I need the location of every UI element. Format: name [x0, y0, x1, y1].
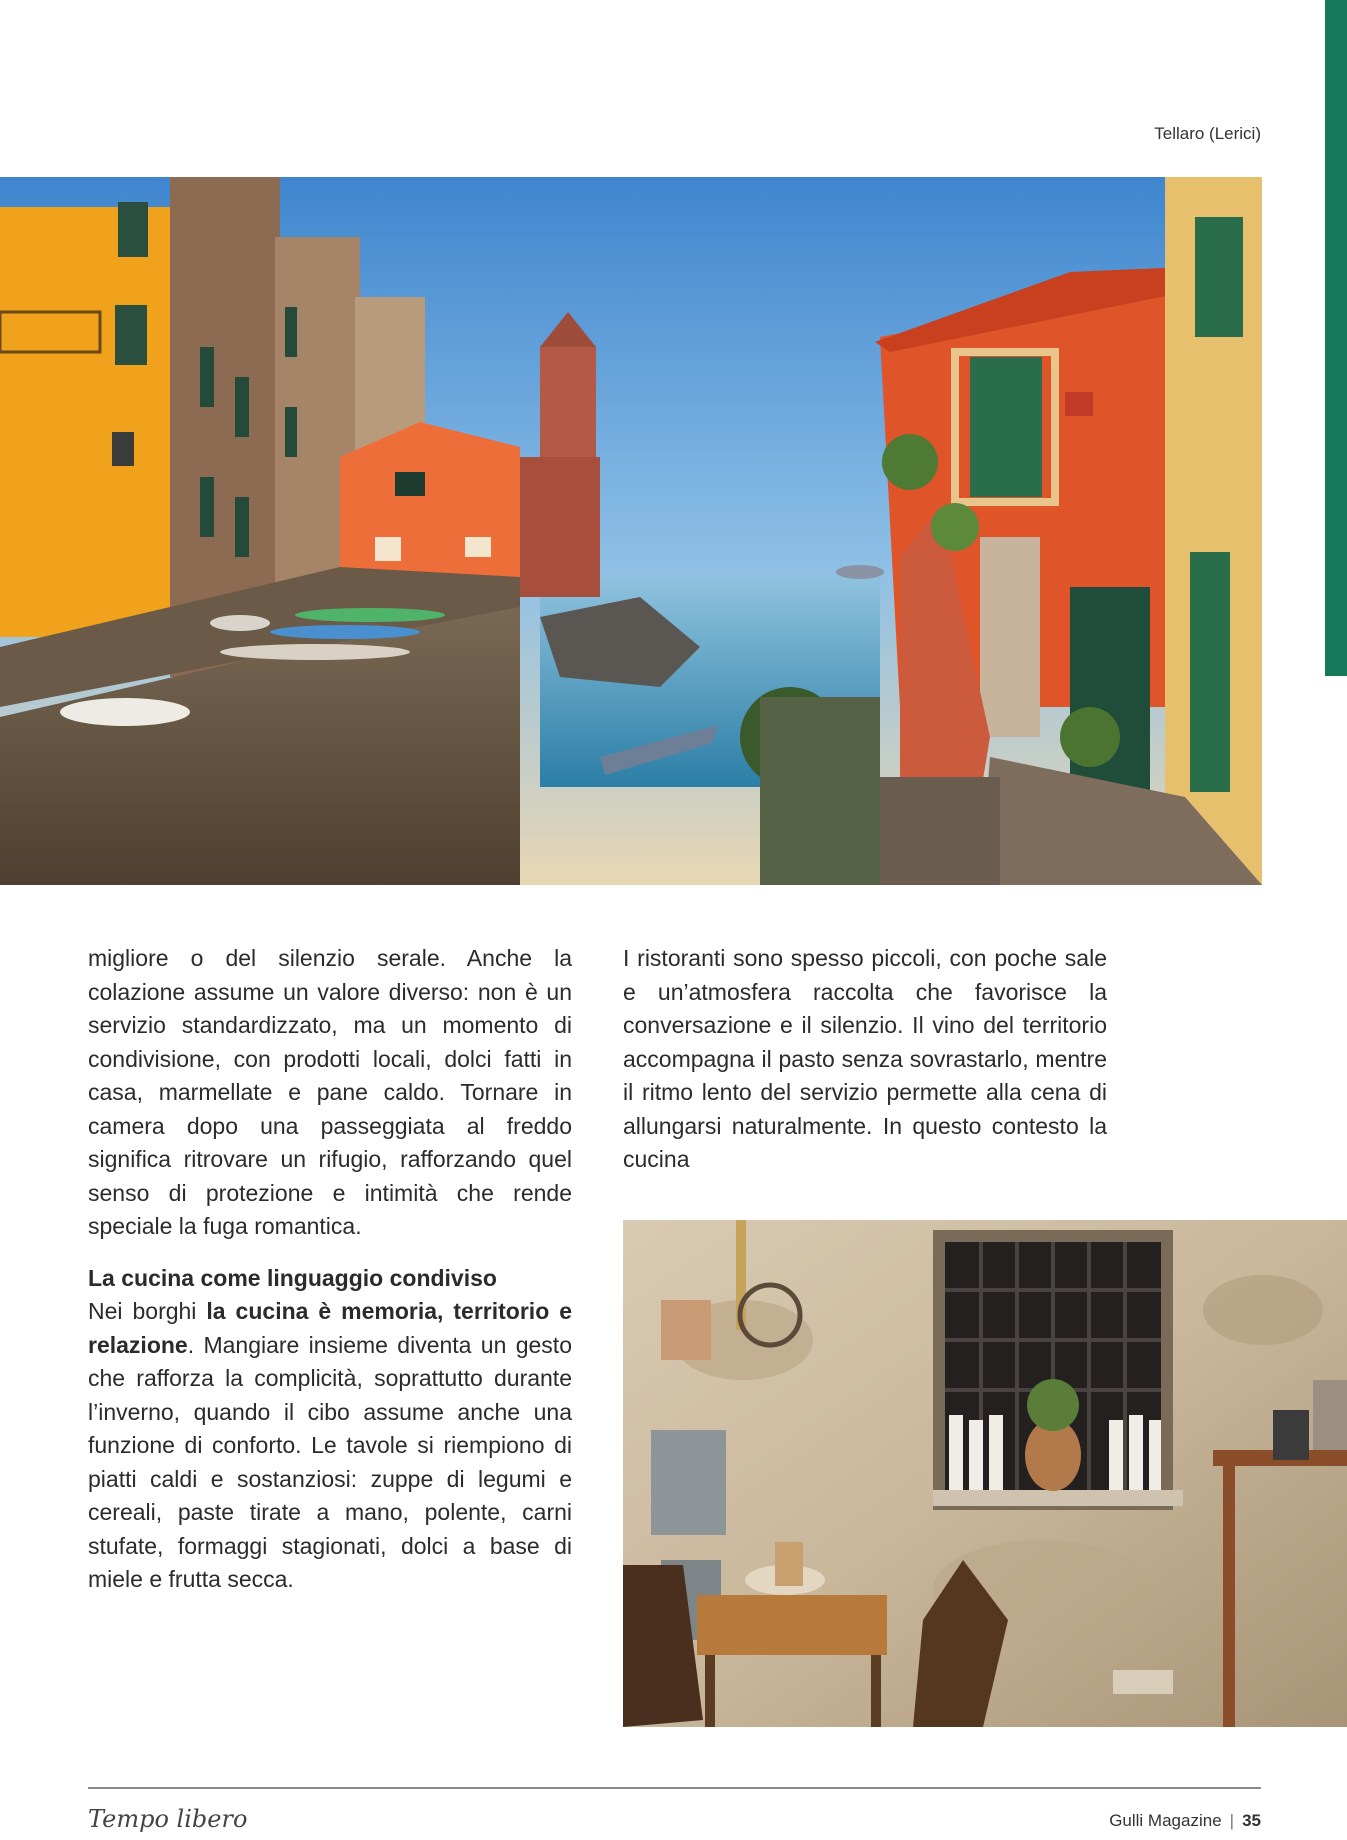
paragraph-ristoranti: I ristoranti sono spesso piccoli, con poche sale e un’atmosfera raccolta che favorisce la conversazione e il silenzio. Il vino del territorio accompagna il pasto senza sovrastarlo, mentre il ritmo lento del servizio permette alla cena di allungarsi naturalmente. In questo contesto la cucina: [623, 945, 1107, 1172]
footer-divider: [88, 1787, 1261, 1789]
section-name: Tempo libero: [88, 1805, 248, 1833]
section-heading: La cucina come linguaggio condiviso: [88, 1264, 497, 1291]
paragraph-cucina-start: Nei borghi: [88, 1298, 207, 1324]
paragraph-cucina-rest: . Mangiare insieme diventa un gesto che rafforza la complicità, soprattutto durante l’inverno, quando il cibo assume anche una funzione di conforto. Le tavole si riempiono di piatti caldi e sostanziosi: zuppe di legumi e cereali, paste tirate a mano, polente, carni stufate, formaggi stagionati, dolci a base di miele e frutta secca.: [88, 1331, 572, 1592]
tellaro-harbour-photo: [0, 177, 1262, 885]
paragraph-breakfast: migliore o del silenzio serale. Anche la colazione assume un valore diverso: non è un servizio standardizzato, ma un momento di condivisione, con prodotti locali, dolci fatti in casa, marmellate e pane caldo. Tornare in camera dopo una passeggiata al freddo significa ritrovare un rifugio, rafforzando quel senso di protezione e intimità che rende speciale la fuga romantica.: [88, 945, 572, 1239]
right-text-column: [623, 942, 1107, 1177]
stone-wall-restaurant-photo: [623, 1220, 1347, 1727]
paragraph-cucina: [88, 1295, 572, 1597]
page-number: 35: [1242, 1811, 1261, 1830]
paragraph-cucina-bold: la cucina è memoria, territorio e relazione: [88, 1298, 573, 1358]
photo-caption: Tellaro (Lerici): [1154, 124, 1261, 143]
footer-separator: |: [1229, 1811, 1235, 1830]
left-text-column: [88, 942, 572, 1597]
magazine-name: Gulli Magazine: [1109, 1811, 1222, 1830]
footer-magazine: [1109, 1811, 1261, 1831]
accent-side-tab: [1325, 0, 1347, 676]
